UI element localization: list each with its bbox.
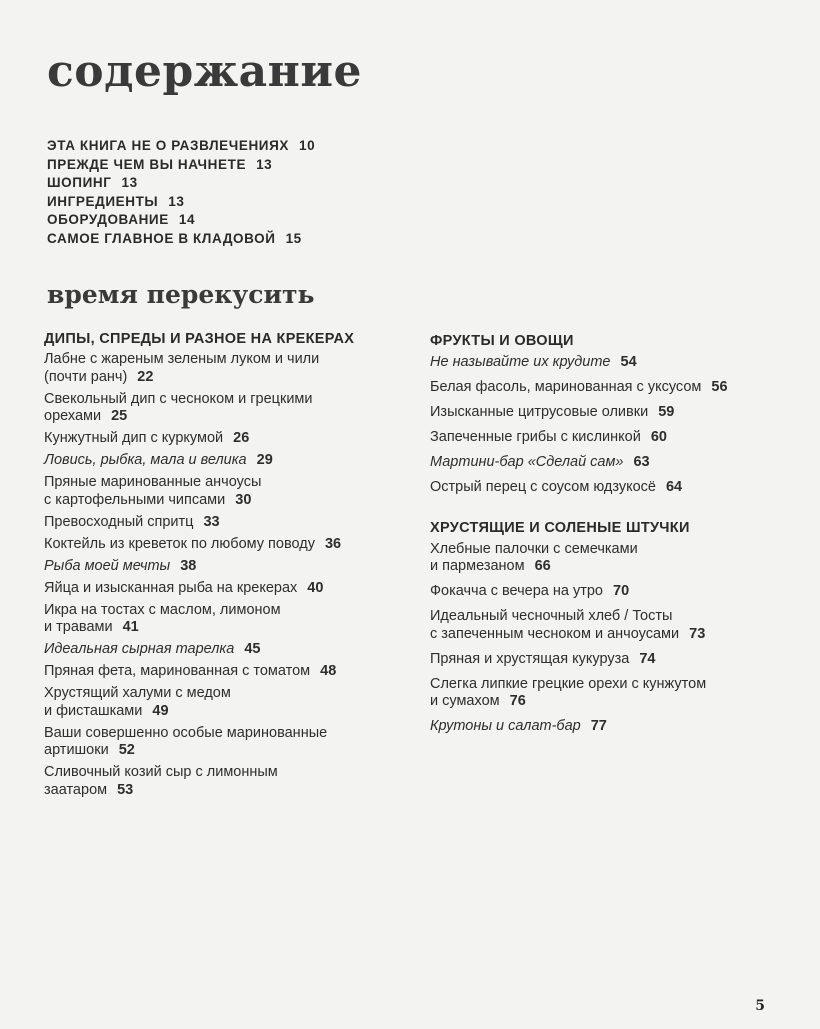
page-ref: 56 — [711, 379, 728, 395]
toc-entry-title: Мартини-бар «Сделай сам» — [430, 454, 624, 470]
intro-list-item — [47, 230, 315, 249]
page-ref: 77 — [590, 718, 607, 734]
toc-entry — [430, 479, 790, 497]
intro-item-label: ИНГРЕДИЕНТЫ — [47, 193, 159, 209]
toc-entry-title: Слегка липкие грецкие орехи с кунжутом и сумахом — [430, 675, 707, 709]
intro-item-label: ОБОРУДОВАНИЕ — [47, 212, 169, 228]
toc-entry — [44, 536, 404, 554]
toc-entry — [44, 452, 404, 470]
toc-entry — [430, 541, 790, 576]
page-ref: 60 — [650, 429, 667, 445]
toc-entry-title: Фокачча с вечера на утро — [430, 583, 603, 599]
page-ref: 53 — [117, 781, 134, 798]
page-number: 5 — [755, 998, 765, 1014]
page-ref: 63 — [633, 454, 650, 470]
toc-entry-title: Свекольный дип с чесноком и грецкими орехами — [44, 390, 313, 424]
intro-list-item — [47, 156, 315, 175]
toc-entry-title: Превосходный спритц — [44, 513, 194, 530]
page-ref: 26 — [233, 430, 250, 446]
toc-entry-title: Коктейль из креветок по любому поводу — [44, 535, 315, 552]
toc-entry — [430, 404, 790, 422]
intro-item-label: ПРЕЖДЕ ЧЕМ ВЫ НАЧНЕТЕ — [47, 156, 247, 172]
toc-entry-title: Лабне с жареным зеленым луком и чили (почти ранч) — [44, 351, 320, 385]
toc-entry — [430, 651, 790, 669]
toc-entry-title: Рыба моей мечты — [44, 557, 171, 574]
intro-list-item — [47, 211, 315, 230]
page-ref: 45 — [244, 641, 261, 657]
toc-entry-title: Изысканные цитрусовые оливки — [430, 404, 649, 420]
toc-entry-title: Яйца и изысканная рыба на крекерах — [44, 579, 298, 596]
toc-entry-title: Кунжутный дип с куркумой — [44, 430, 224, 446]
page-ref: 33 — [203, 513, 220, 530]
toc-entry-title: Хлебные палочки с семечками и пармезаном — [430, 540, 638, 574]
left-column — [44, 330, 404, 804]
toc-entry-title: Крутоны и салат-бар — [430, 718, 581, 734]
page-ref: 41 — [122, 619, 139, 635]
toc-entry-title: Пряная и хрустящая кукуруза — [430, 650, 630, 667]
toc-entry — [44, 474, 404, 509]
toc-entry — [44, 580, 404, 598]
intro-list-item — [47, 137, 315, 156]
category-heading-fruits-vegetables: ФРУКТЫ И ОВОЩИ — [430, 333, 574, 349]
toc-entry — [430, 583, 790, 601]
fruits-vegetables-entry-list — [430, 354, 790, 497]
intro-item-label: ШОПИНГ — [47, 175, 112, 191]
page-ref: 48 — [320, 663, 337, 679]
toc-entry — [430, 454, 790, 472]
page-ref: 52 — [118, 742, 135, 758]
page-ref: 54 — [620, 354, 637, 370]
toc-entry — [44, 685, 404, 720]
intro-list — [47, 137, 315, 249]
page-title: содержание — [47, 46, 362, 97]
page-ref: 13 — [168, 193, 185, 209]
toc-entry-title: Ловись, рыбка, мала и велика — [44, 452, 247, 468]
intro-item-label: ЭТА КНИГА НЕ О РАЗВЛЕЧЕНИЯХ — [47, 138, 290, 153]
toc-entry — [44, 725, 404, 760]
page-ref: 49 — [152, 702, 169, 719]
intro-list-item — [47, 193, 315, 212]
intro-list-item — [47, 174, 315, 193]
page-ref: 29 — [256, 452, 273, 468]
page-ref: 66 — [534, 558, 551, 574]
toc-entry — [430, 354, 790, 372]
page-ref: 14 — [178, 212, 196, 228]
toc-entry-title: Не называйте их крудите — [430, 354, 611, 370]
page-ref: 10 — [299, 138, 316, 153]
dips-entry-list — [44, 351, 404, 799]
toc-entry — [44, 663, 404, 681]
toc-entry — [44, 558, 404, 576]
toc-entry-title: Идеальный чесночный хлеб / Тосты с запеченным чесноком и анчоусами — [430, 608, 680, 642]
toc-entry — [44, 514, 404, 532]
toc-entry — [44, 764, 404, 799]
page-ref: 59 — [658, 404, 675, 420]
crunchy-salty-entry-list — [430, 541, 790, 736]
toc-entry — [430, 676, 790, 711]
toc-entry — [430, 379, 790, 397]
toc-entry-title: Хрустящий халуми с медом и фисташками — [44, 685, 231, 719]
toc-entry — [44, 430, 404, 448]
toc-entry-title: Острый перец с соусом юдзукосё — [430, 479, 656, 495]
page-ref: 64 — [665, 479, 683, 495]
page-ref: 13 — [121, 175, 138, 191]
page-ref: 22 — [137, 368, 154, 385]
toc-entry-title: Пряные маринованные анчоусы с картофельными чипсами — [44, 474, 262, 508]
page-ref: 74 — [639, 650, 656, 667]
toc-entry-title: Сливочный козий сыр с лимонным заатаром — [44, 764, 278, 798]
toc-entry-title: Запеченные грибы с кислинкой — [430, 429, 641, 445]
page-ref: 70 — [613, 583, 630, 599]
page-ref: 40 — [307, 579, 324, 596]
toc-entry — [44, 391, 404, 426]
toc-entry — [44, 641, 404, 659]
toc-entry-title: Икра на тостах с маслом, лимоном и травами — [44, 601, 281, 635]
category-heading-dips: ДИПЫ, СПРЕДЫ И РАЗНОЕ НА КРЕКЕРАХ — [44, 331, 355, 347]
toc-entry-title: Идеальная сырная тарелка — [44, 641, 235, 657]
page-ref: 13 — [256, 156, 273, 172]
right-column — [430, 332, 790, 743]
page-ref: 36 — [324, 535, 342, 552]
category-heading-crunchy-salty: ХРУСТЯЩИЕ И СОЛЕНЫЕ ШТУЧКИ — [430, 519, 690, 536]
page-ref: 76 — [509, 693, 526, 709]
toc-entry-title: Белая фасоль, маринованная с уксусом — [430, 379, 702, 395]
intro-item-label: САМОЕ ГЛАВНОЕ В КЛАДОВОЙ — [47, 230, 276, 246]
section-title: время перекусить — [47, 280, 315, 309]
toc-entry — [44, 602, 404, 637]
page-ref: 25 — [111, 408, 128, 424]
page-ref: 15 — [285, 230, 302, 246]
page-ref: 73 — [689, 625, 706, 642]
page-ref: 30 — [235, 491, 252, 508]
toc-entry — [44, 351, 404, 386]
page-ref: 38 — [180, 557, 197, 574]
toc-entry-title: Ваши совершенно особые маринованные артишоки — [44, 724, 328, 758]
toc-entry — [430, 718, 790, 736]
toc-entry-title: Пряная фета, маринованная с томатом — [44, 663, 311, 679]
toc-entry — [430, 429, 790, 447]
toc-entry — [430, 608, 790, 643]
